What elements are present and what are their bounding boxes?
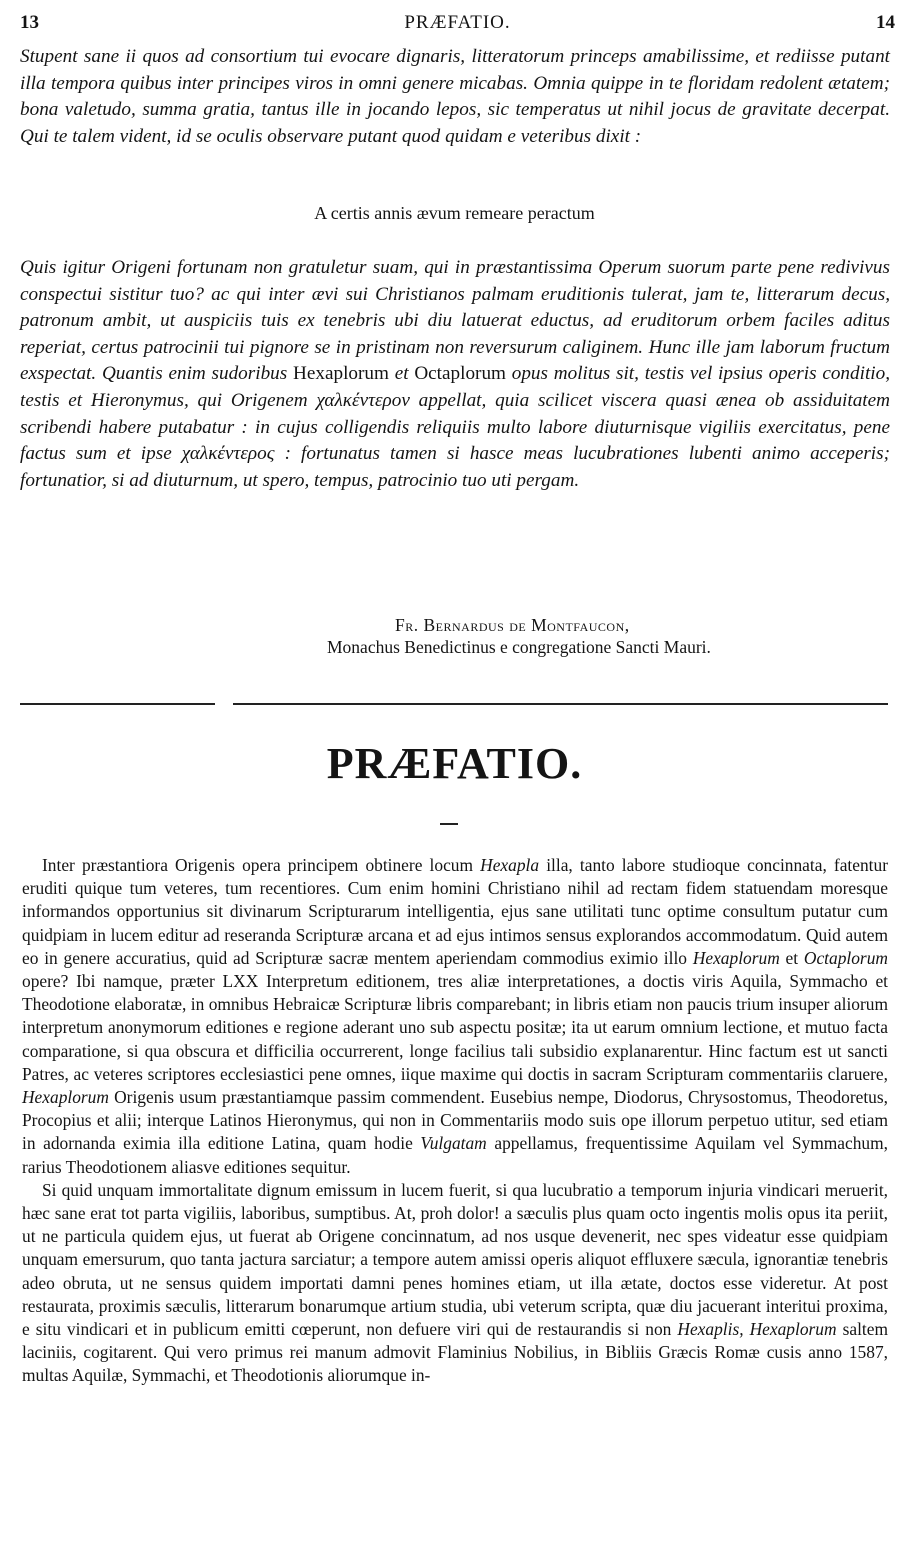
body-text: Si quid unquam immortalitate dignum emissum in lucem fuerit, si qua lucubratio a temporum injuria vindicari meruerit, hæc sane erat tot parta vigiliis, laboribus, sumptibus. At, proh dolor! a sæculis plus quam octo ingentis molis opus ita periit, ut ne particula quidem ejus, ut fuerat ab Origene concinnatum, ad nos usque devenerit, nec spes videatur esse quidpiam unquam emersurum, quo tanta jactura sarciatur; a tempore autem amissi operis aliquot effluxere sæcula, ignorantiæ tenebris adeo obruta, ut ne sensus quidem importati damni penes homines etiam, ut illa ætate, doctos esse videretur. At post restaurata, proximis sæculis, litterarum bonarumque artium studia, ubi veterum scripta, quæ diu jacuerant interitui proxima, e situ vindicari et in publicum emitti cœperunt, non defuere viri qui de restaurandis si non xyxy=(22,1179,888,1340)
page-number-right: 14 xyxy=(876,12,895,33)
dedication-paragraph-1: Stupent sane ii quos ad consortium tui evocare dignaris, litteratorum princeps amabilissime, et rediisse putant illa tempora quibus inter principes viros in omni genere micabas. Omnia quippe in te floridam redolent ætatem; bona valetudo, summa gratia, tantus ille in jocando lepos, sic temperatus ut nihil jocus de gravitate decerpat. Qui te talem vident, id se oculis observare putant quod quidam e veteribus dixit : xyxy=(20,46,890,147)
dedication-text: Quis igitur Origeni fortunam non gratuletur suam, qui in præstantissima Operum suorum parte pene redivivus conspectui sistitur tuo? ac qui inter ævi sui Christianos palmam eruditionis tulerat, jam te, litterarum decus, patronum ambit, ut auspiciis tuis ex tenebris ubi diu latuerat eductus, ad eruditorum orbem faciles aditus reperiat, certus patrocinii tui pignore se in pristinam non reversurum caliginem. Hunc ille jam laborum fructum exspectat. Quantis enim sudoribus xyxy=(20,257,890,385)
work-title: Octaplorum xyxy=(414,363,506,385)
section-divider-left xyxy=(20,703,215,705)
quoted-verse: A certis annis ævum remeare peractum xyxy=(314,203,595,223)
dedication-paragraph-2 xyxy=(20,255,890,494)
italic-term: Hexaplorum xyxy=(692,947,780,968)
title-ornament-dash xyxy=(440,823,458,825)
italic-term: Hexaplis, Hexaplorum xyxy=(677,1319,837,1340)
body-text: illa, tanto labore studioque concinnata, fatentur eruditi quique tum veteres, tum recentiores. Cum enim homini Christiano nihil ad rectam fidem statuendam moresque informandos opportunius sit divinarum Scripturarum intelligentia, ejus sane utilitati tunc optime consultum putatur cum quidpiam in lucem editur ad reseranda Scripturæ arcana et ad ejus intimos sensus explorandos accommodatum. Quid autem eo in genere accuratius, quid ad Scripturæ sacræ mentem aperiendam commodius eximio illo xyxy=(22,855,888,968)
italic-term: Hexapla xyxy=(480,855,540,875)
body-text: et xyxy=(785,947,799,968)
italic-term: Hexaplorum xyxy=(22,1087,109,1108)
signature-name: Fr. Bernardus de Montfaucon, xyxy=(395,615,630,635)
body-text: appellamus, frequentissime Aquilam vel Symmachum, rarius Theodotionem aliasve editiones sequitur. xyxy=(22,1133,888,1177)
preface-paragraph-2 xyxy=(22,1179,888,1388)
running-title: PRÆFATIO. xyxy=(404,12,511,33)
body-text: Origenis usum præstantiamque passim commendent. Eusebius nempe, Diodorus, Chrysostomus, Theodoretus, Procopius et alii; interque Latinos Hieronymus, qui non in Commentariis modo suis ope illorum perpetuo utitur, sed etiam in adornanda eximia illa editione Latina, quam hodie xyxy=(22,1087,888,1154)
body-text: saltem laciniis, cogitarent. Qui vero primus rei manum admovit Flaminius Nobilius, in Bibliis Græcis Romæ cusis anno 1587, multas Aquilæ, Symmachi, et Theodotionis aliorumque in- xyxy=(22,1319,888,1386)
dedication-text: opus molitus sit, testis vel ipsius operis conditio, testis et Hieronymus, qui Origenem χαλκέντερον appellat, quia scilicet viscera quasi ænea ob assiduitatem scribendi habere putabatur : in cujus colligendis reliquiis multo labore diuturnisque vigiliis exercitatus, pene factus sum et ipse χαλκέντερος : fortunatus tamen si hasce meas lucubrationes lubenti animo acceperis; fortunatior, si ad diuturnum, ut spero, tempus, patrocinio tuo uti pergam. xyxy=(20,363,890,491)
section-divider-right xyxy=(233,703,888,705)
running-header xyxy=(20,12,895,38)
page-number-left: 13 xyxy=(20,12,39,33)
italic-term: Octaplorum xyxy=(803,947,888,968)
dedication-text: et xyxy=(394,363,409,385)
body-text: opere? Ibi namque, præter LXX Interpretum editionem, tres aliæ interpretationes, a doctis viris Aquila, Symmacho et Theodotione elaboratæ, in omnibus Hebraicæ Scripturæ libris comparebant; in libris etiam non paucis trium insuper aliorum interpretum anonymorum editiones e regione aderant uno sub aspectu positæ; ita ut earum omnium lectione, et mutuo facta comparatione, si qua obscura et difficilia occurrerent, longe facilius tali subsidio explanarentur. Hinc factum est ut sancti Patres, ac veteres scriptores ecclesiastici pene omnes, iique maxime qui doctis in sacram Scripturam commentariis claruere, xyxy=(22,971,888,1084)
preface-body xyxy=(22,854,888,1388)
preface-paragraph-1 xyxy=(22,854,888,1179)
work-title: Hexaplorum xyxy=(293,363,389,385)
section-title: PRÆFATIO. xyxy=(326,739,583,788)
signature-affiliation: Monachus Benedictinus e congregatione Sancti Mauri. xyxy=(327,637,711,657)
italic-term: Vulgatam xyxy=(420,1133,487,1154)
body-text: Inter præstantiora Origenis opera principem obtinere locum xyxy=(42,855,474,875)
